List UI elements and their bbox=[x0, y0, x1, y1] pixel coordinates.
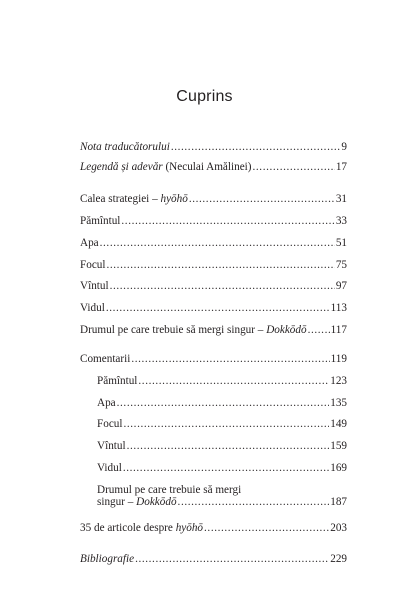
toc-label: 35 de articole despre hyōhō bbox=[80, 522, 204, 534]
toc-label: Apa bbox=[80, 237, 99, 249]
toc-page-number: 203 bbox=[330, 522, 347, 534]
toc-page-number: 33 bbox=[335, 215, 347, 227]
leader-dots bbox=[253, 161, 335, 174]
leader-dots bbox=[178, 496, 330, 509]
toc-page-number: 51 bbox=[335, 237, 347, 249]
leader-dots bbox=[106, 302, 330, 315]
toc-entry-drumul[interactable] bbox=[80, 324, 347, 337]
toc-page-number: 169 bbox=[330, 462, 347, 474]
toc-label: Vîntul bbox=[97, 440, 126, 452]
leader-dots bbox=[189, 193, 335, 206]
leader-dots bbox=[135, 553, 329, 566]
toc-label: Focul bbox=[80, 259, 106, 271]
toc-page-number: 135 bbox=[330, 397, 347, 409]
toc-subentry-vintul[interactable] bbox=[97, 440, 347, 453]
toc-entry-pamintul[interactable] bbox=[80, 215, 347, 228]
toc-page-number: 17 bbox=[335, 161, 347, 173]
toc-entry-bibliografie[interactable] bbox=[80, 553, 347, 566]
toc-subentry-vidul[interactable] bbox=[97, 462, 347, 475]
toc-label: Vidul bbox=[80, 302, 105, 314]
toc-entry-comentarii[interactable] bbox=[80, 353, 347, 366]
toc-page-number: 97 bbox=[335, 280, 347, 292]
toc-subentry-drumul[interactable] bbox=[97, 496, 347, 509]
toc-entry-vintul[interactable] bbox=[80, 280, 347, 293]
toc-entry-articole[interactable] bbox=[80, 522, 347, 535]
toc-label: singur – Dokkōdō bbox=[97, 496, 177, 508]
toc-page-number: 123 bbox=[330, 375, 347, 387]
leader-dots bbox=[204, 522, 329, 535]
toc-label: Focul bbox=[97, 418, 123, 430]
leader-dots bbox=[308, 324, 330, 337]
toc-label: Pămîntul bbox=[97, 375, 138, 387]
page-title: Cuprins bbox=[176, 88, 233, 105]
toc-label: Vidul bbox=[97, 462, 122, 474]
leader-dots bbox=[138, 375, 329, 388]
leader-dots bbox=[171, 141, 341, 154]
leader-dots bbox=[110, 280, 335, 293]
leader-dots bbox=[100, 237, 335, 250]
toc-page-number: 119 bbox=[330, 353, 347, 365]
leader-dots bbox=[123, 418, 329, 431]
leader-dots bbox=[117, 397, 330, 410]
toc-entry-legenda[interactable] bbox=[80, 161, 347, 174]
toc-page-number: 9 bbox=[341, 141, 347, 153]
toc-label: Comentarii bbox=[80, 353, 131, 365]
toc-page-number: 31 bbox=[335, 193, 347, 205]
toc-label: Vîntul bbox=[80, 280, 109, 292]
toc-entry-nota[interactable] bbox=[80, 141, 347, 154]
toc-page-number: 229 bbox=[330, 553, 347, 565]
leader-dots bbox=[123, 462, 329, 475]
toc-page-number: 159 bbox=[330, 440, 347, 452]
toc-entry-apa[interactable] bbox=[80, 237, 347, 250]
leader-dots bbox=[131, 353, 329, 366]
leader-dots bbox=[127, 440, 330, 453]
toc-entry-focul[interactable] bbox=[80, 259, 347, 272]
leader-dots bbox=[121, 215, 334, 228]
toc-label: Bibliografie bbox=[80, 553, 135, 565]
toc-page-number: 75 bbox=[335, 259, 347, 271]
leader-dots bbox=[106, 259, 334, 272]
toc-page-number: 149 bbox=[330, 418, 347, 430]
toc-label: Drumul pe care trebuie să mergi singur – Dokkōdō bbox=[80, 324, 307, 336]
toc-subentry-focul[interactable] bbox=[97, 418, 347, 431]
toc-subentry-pamintul[interactable] bbox=[97, 375, 347, 388]
toc-page-number: 117 bbox=[330, 324, 347, 336]
toc-page-number: 113 bbox=[330, 302, 347, 314]
toc-page-number: 187 bbox=[330, 496, 347, 508]
toc-label: Legendă și adevăr (Neculai Amălinei) bbox=[80, 161, 252, 173]
toc-label: Calea strategiei – hyōhō bbox=[80, 193, 188, 205]
toc-label: Pămîntul bbox=[80, 215, 121, 227]
toc-label: Apa bbox=[97, 397, 116, 409]
toc-entry-calea[interactable] bbox=[80, 193, 347, 206]
toc-subentry-apa[interactable] bbox=[97, 397, 347, 410]
toc-entry-vidul[interactable] bbox=[80, 302, 347, 315]
toc-subentry-drumul-line1[interactable]: Drumul pe care trebuie să mergi bbox=[97, 484, 242, 496]
toc-label: Nota traducătorului bbox=[80, 141, 170, 153]
